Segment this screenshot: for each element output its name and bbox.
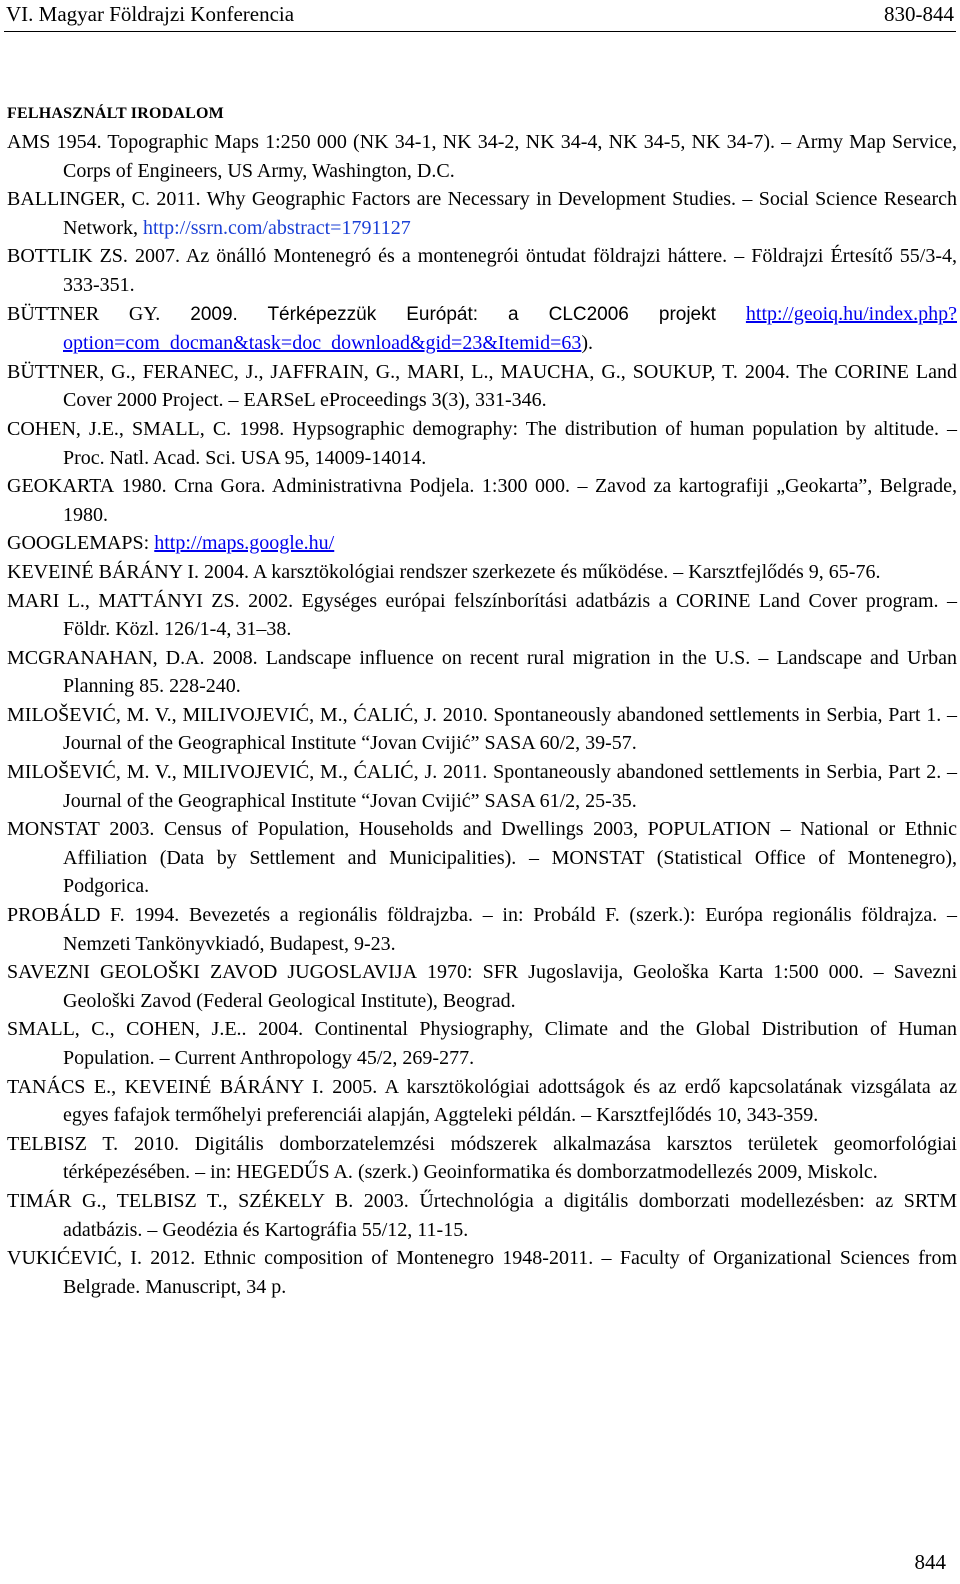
reference-text: 1980. Crna Gora. Administrativna Podjela. 1:300 000. – Zavod za kartografiji „Geokarta”, Belgrade, 1980. xyxy=(63,475,957,526)
page-number: 844 xyxy=(914,1550,946,1574)
reference-text: 1994. Bevezetés a regionális földrajzba. – in: Probáld F. (szerk.): Európa regionális földrajza. – Nemzeti Tankönyvkiadó, Budapest, 9-23. xyxy=(63,904,958,955)
reference-item xyxy=(7,758,957,815)
reference-text: 1970: SFR Jugoslavija, Geološka Karta 1:500 000. – Savezni Geološki Zavod (Federal Geological Institute), Beograd. xyxy=(63,961,957,1012)
reference-author: BALLINGER, C. xyxy=(7,188,151,211)
reference-author: MCGRANAHAN, D.A. xyxy=(7,646,205,669)
reference-author: BÜTTNER, G., FERANEC, J., JAFFRAIN, G., MARI, L., MAUCHA, G., SOUKUP, T. xyxy=(7,360,738,383)
reference-item xyxy=(7,472,957,529)
reference-item xyxy=(7,1130,957,1187)
header-page-range: 830-844 xyxy=(884,2,954,26)
running-header xyxy=(0,0,960,30)
reference-item xyxy=(7,185,957,242)
reference-text: 2007. Az önálló Montenegró és a montenegrói öntudat földrajzi háttere. – Földrajzi Értesítő 55/3-4, 333-351. xyxy=(63,245,957,296)
reference-author: SAVEZNI GEOLOŠKI ZAVOD JUGOSLAVIJA xyxy=(7,961,418,984)
reference-text: 2003. Űrtechnológia a digitális domborzati modellezésben: az SRTM adatbázis. – Geodézia és Kartográfia 55/12, 11-15. xyxy=(63,1189,958,1241)
reference-author: MILOŠEVIĆ, M. V., MILIVOJEVIĆ, M., ĆALIĆ, J. xyxy=(7,761,438,784)
reference-item xyxy=(7,242,957,299)
reference-link[interactable]: http://maps.google.hu/ xyxy=(154,532,335,555)
reference-item xyxy=(7,1073,957,1130)
reference-text: 2004. Continental Physiography, Climate and the Global Distribution of Human Population. – Current Anthropology 45/2, 269-277. xyxy=(63,1018,957,1069)
reference-text-end: (szerk.) Geoinformatika és domborzatmodellezés 2009, Miskolc. xyxy=(352,1161,878,1184)
reference-author: TELBISZ T. xyxy=(7,1132,119,1155)
reference-text: 1954. Topographic Maps 1:250 000 (NK 34-1, NK 34-2, NK 34-4, NK 34-5, NK 34-7). – Army Map Service, Corps of Engineers, US Army, Washington, D.C. xyxy=(50,131,957,182)
reference-author: COHEN, J.E., SMALL, C. xyxy=(7,417,232,440)
reference-author: PROBÁLD F. xyxy=(7,904,125,927)
reference-text: 2005. A karsztökológiai adottságok és az erdő kapcsolatának vizsgálata az egyes fafajok termőhelyi preferenciái alapján, Aggteleki példán. – Karsztfejlődés 10, 343-359. xyxy=(63,1075,957,1127)
reference-item xyxy=(7,558,957,587)
reference-author: TIMÁR G., TELBISZ T., SZÉKELY B. xyxy=(7,1189,354,1212)
reference-item xyxy=(7,587,957,644)
reference-item xyxy=(7,901,957,958)
reference-text: 2011. Spontaneously abandoned settlements in Serbia, Part 2. – Journal of the Geographical Institute “Jovan Cvijić” SASA 61/2, 25-35. xyxy=(63,761,958,812)
reference-link[interactable]: http://ssrn.com/abstract=1791127 xyxy=(142,216,411,239)
reference-text: 2004. A karsztökológiai rendszer szerkezete és működése. – Karsztfejlődés 9, 65-76. xyxy=(199,560,881,583)
reference-item xyxy=(7,644,957,701)
reference-link[interactable]: http://geoiq.hu/index.php?option=com_docman&task=doc_download&gid=23&Itemid=63 xyxy=(63,302,957,355)
reference-text: 2002. Egységes európai felszínborítási adatbázis a CORINE Land Cover program. – Földr. Közl. 126/1-4, 31–38. xyxy=(63,589,958,641)
header-rule xyxy=(4,31,956,32)
reference-author: GEOKARTA xyxy=(7,475,115,498)
reference-author: BÜTTNER GY. xyxy=(7,302,161,325)
reference-author: GOOGLEMAPS: xyxy=(7,532,150,555)
reference-author: KEVEINÉ BÁRÁNY I. xyxy=(7,560,200,583)
reference-text: 1998. Hypsographic demography: The distribution of human population by altitude. – Proc. Natl. Acad. Sci. USA 95, 14009-14014. xyxy=(63,417,957,469)
reference-text: 2009. Térképezzük Európát: a CLC2006 projekt xyxy=(160,303,746,325)
reference-item xyxy=(7,358,957,415)
reference-text: 2011. Why Geographic Factors are Necessary in Development Studies. – Social Science Research Network, xyxy=(63,188,957,239)
reference-text: 2010. Digitális domborzatelemzési módszerek alkalmazása karsztos területek geomorfológiai térképezésében. – in: xyxy=(63,1132,957,1184)
reference-editor: HEGEDŰS A. xyxy=(236,1161,353,1184)
references-section xyxy=(7,100,957,1301)
reference-author: TANÁCS E., KEVEINÉ BÁRÁNY I. xyxy=(7,1075,324,1098)
reference-item xyxy=(7,529,957,558)
reference-text: 2003. Census of Population, Households and Dwellings 2003, POPULATION – National or Ethnic Affiliation (Data by Settlement and Municipalities). – MONSTAT (Statistical Office of Montenegro), Podgorica. xyxy=(63,818,957,898)
reference-author: MONSTAT xyxy=(7,818,100,841)
reference-item xyxy=(7,1015,957,1072)
reference-author: MILOŠEVIĆ, M. V., MILIVOJEVIĆ, M., ĆALIĆ, J. xyxy=(7,703,437,726)
reference-author: AMS xyxy=(7,131,51,153)
section-title: FELHASZNÁLT IRODALOM xyxy=(7,105,224,122)
reference-item xyxy=(7,815,957,901)
reference-item xyxy=(7,300,957,358)
header-conference-title: VI. Magyar Földrajzi Konferencia xyxy=(6,2,295,26)
reference-item xyxy=(7,1244,957,1301)
reference-author: BOTTLIK ZS. xyxy=(7,245,128,268)
reference-item xyxy=(7,1187,957,1244)
reference-item xyxy=(7,701,957,758)
reference-text: 2010. Spontaneously abandoned settlements in Serbia, Part 1. – Journal of the Geographical Institute “Jovan Cvijić” SASA 60/2, 39-57. xyxy=(63,703,957,755)
reference-item xyxy=(7,958,957,1015)
reference-author: SMALL, C., COHEN, J.E.. xyxy=(7,1018,247,1041)
reference-text: 2004. The CORINE Land Cover 2000 Project. – EARSeL eProceedings 3(3), 331-346. xyxy=(63,360,957,412)
reference-text: 2012. Ethnic composition of Montenegro 1948-2011. – Faculty of Organizational Sciences from Belgrade. Manuscript, 34 p. xyxy=(63,1247,958,1298)
reference-author: MARI L., MATTÁNYI ZS. xyxy=(7,589,240,612)
reference-item xyxy=(7,415,957,472)
reference-text: 2008. Landscape influence on recent rural migration in the U.S. – Landscape and Urban Planning 85. 228-240. xyxy=(63,646,958,698)
reference-text-end: ). xyxy=(581,332,594,355)
reference-item xyxy=(7,128,957,185)
reference-author: VUKIĆEVIĆ, I. xyxy=(7,1247,142,1270)
